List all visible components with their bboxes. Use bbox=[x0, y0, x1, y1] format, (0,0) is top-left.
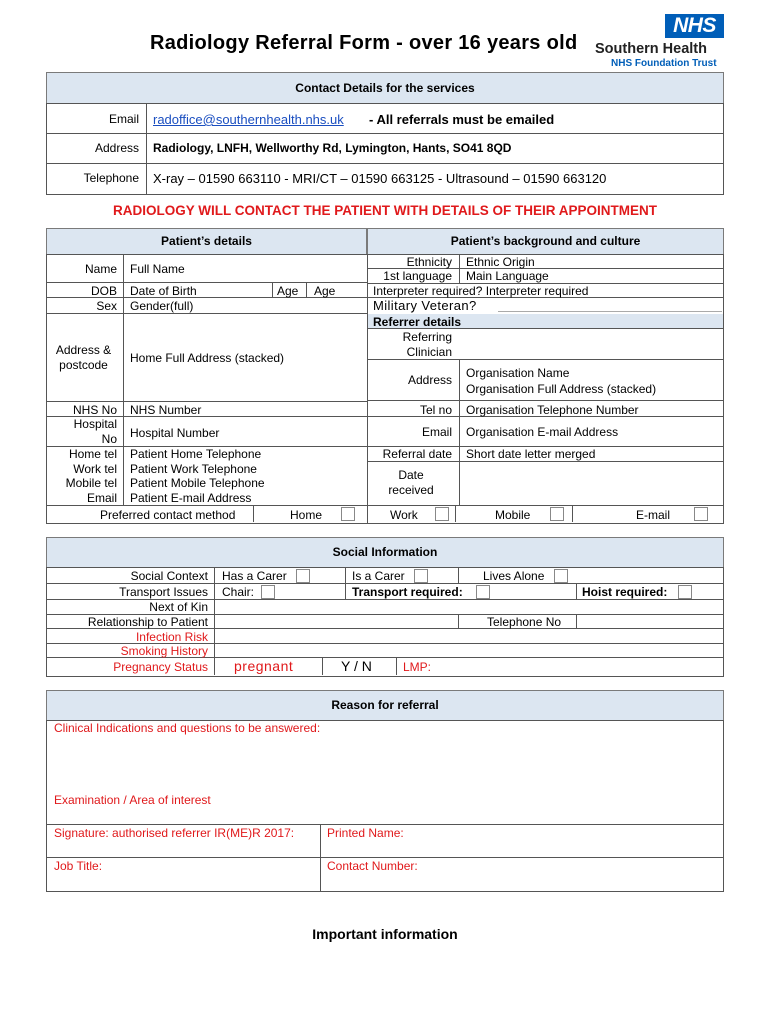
contact-number-label: Contact Number: bbox=[327, 859, 418, 873]
pref-work-checkbox[interactable] bbox=[435, 507, 449, 521]
contact-address-value: Radiology, LNFH, Wellworthy Rd, Lymington, Hants, SO41 8QD bbox=[153, 141, 512, 155]
divider bbox=[322, 657, 323, 675]
social-heading: Social Information bbox=[46, 537, 724, 568]
lives-alone-label: Lives Alone bbox=[483, 569, 545, 583]
divider bbox=[272, 282, 273, 297]
divider bbox=[253, 505, 254, 522]
divider bbox=[46, 163, 724, 164]
job-title-label: Job Title: bbox=[54, 859, 103, 873]
divider bbox=[367, 254, 368, 523]
hoist-required-checkbox[interactable] bbox=[678, 585, 692, 599]
chair-label: Chair: bbox=[222, 585, 255, 599]
pref-home-checkbox[interactable] bbox=[341, 507, 355, 521]
contact-heading: Contact Details for the services bbox=[46, 72, 724, 104]
home-tel-value: Patient Home Telephone bbox=[130, 447, 262, 461]
pregnant-value: pregnant bbox=[234, 658, 294, 674]
transport-required-label: Transport required: bbox=[352, 585, 463, 599]
ref-email-value: Organisation E-mail Address bbox=[466, 425, 619, 439]
tel-value: Organisation Telephone Number bbox=[466, 403, 639, 417]
divider bbox=[459, 359, 460, 505]
home-tel-label: Home tel bbox=[68, 447, 117, 461]
pregnant-yn: Y / N bbox=[341, 658, 372, 674]
preferred-contact-label: Preferred contact method bbox=[100, 508, 236, 522]
transport-required-checkbox[interactable] bbox=[476, 585, 490, 599]
date-received-label: Date received bbox=[388, 468, 434, 497]
hospital-number-value: Hospital Number bbox=[130, 426, 220, 440]
pregnancy-status-label: Pregnancy Status bbox=[113, 660, 208, 674]
pref-email-checkbox[interactable] bbox=[694, 507, 708, 521]
language-label: 1st language bbox=[383, 269, 452, 283]
is-carer-checkbox[interactable] bbox=[414, 569, 428, 583]
dob-label: DOB bbox=[90, 284, 117, 298]
contact-email-note: - All referrals must be emailed bbox=[369, 112, 555, 127]
patient-heading: Patient’s details bbox=[46, 228, 367, 255]
divider bbox=[46, 583, 724, 584]
ref-address-value: Organisation Name Organisation Full Address (stacked) bbox=[466, 366, 657, 396]
divider bbox=[576, 583, 577, 599]
clinical-indications-label: Clinical Indications and questions to be answered: bbox=[54, 721, 321, 735]
divider bbox=[458, 567, 459, 583]
referring-clinician-label: Referring Clinician bbox=[402, 330, 452, 359]
name-label: Name bbox=[84, 262, 117, 276]
relationship-label: Relationship to Patient bbox=[87, 615, 208, 629]
contact-telephone-label: Telephone bbox=[83, 171, 139, 185]
pref-mobile-checkbox[interactable] bbox=[550, 507, 564, 521]
lives-alone-checkbox[interactable] bbox=[554, 569, 568, 583]
divider bbox=[320, 824, 321, 891]
referral-date-value: Short date letter merged bbox=[466, 447, 596, 461]
contact-email-link[interactable]: radoffice@southernhealth.nhs.uk bbox=[153, 112, 344, 127]
work-tel-value: Patient Work Telephone bbox=[130, 462, 257, 476]
name-value: Full Name bbox=[130, 262, 185, 276]
divider bbox=[459, 254, 460, 283]
infection-risk-label: Infection Risk bbox=[135, 630, 208, 644]
divider bbox=[123, 254, 124, 505]
age-label: Age bbox=[277, 284, 299, 298]
has-carer-label: Has a Carer bbox=[222, 569, 287, 583]
important-information-heading: Important information bbox=[312, 926, 458, 942]
mobile-tel-label: Mobile tel bbox=[65, 476, 117, 490]
contact-telephone-value: X-ray – 01590 663110 - MRI/CT – 01590 663125 - Ultrasound – 01590 663120 bbox=[153, 171, 607, 186]
divider bbox=[46, 133, 724, 134]
divider bbox=[367, 400, 723, 401]
address-value: Home Full Address (stacked) bbox=[130, 351, 285, 365]
is-carer-label: Is a Carer bbox=[352, 569, 405, 583]
divider bbox=[458, 614, 459, 628]
org-subtitle: NHS Foundation Trust bbox=[611, 58, 717, 69]
printed-name-label: Printed Name: bbox=[327, 826, 404, 840]
mobile-tel-value: Patient Mobile Telephone bbox=[130, 476, 265, 490]
divider bbox=[46, 313, 368, 314]
veteran-label: Military Veteran? bbox=[373, 298, 477, 313]
social-context-label: Social Context bbox=[130, 569, 208, 583]
pref-email-label: E-mail bbox=[636, 508, 671, 522]
sex-label: Sex bbox=[96, 299, 117, 313]
org-name: Southern Health bbox=[595, 41, 707, 57]
divider bbox=[396, 657, 397, 675]
dob-value: Date of Birth bbox=[130, 284, 197, 298]
divider bbox=[46, 857, 724, 858]
divider bbox=[367, 461, 723, 462]
appointment-notice: RADIOLOGY WILL CONTACT THE PATIENT WITH DETAILS OF THEIR APPOINTMENT bbox=[113, 203, 657, 218]
smoking-history-label: Smoking History bbox=[120, 644, 208, 658]
divider bbox=[576, 614, 577, 628]
referral-heading: Reason for referral bbox=[46, 690, 724, 721]
work-tel-label: Work tel bbox=[73, 462, 117, 476]
ethnicity-label: Ethnicity bbox=[406, 255, 452, 269]
tel-label: Tel no bbox=[419, 403, 452, 417]
ref-email-label: Email bbox=[421, 425, 452, 439]
divider bbox=[146, 103, 147, 194]
referral-date-label: Referral date bbox=[382, 447, 452, 461]
divider bbox=[572, 505, 573, 522]
age-value: Age bbox=[314, 284, 336, 298]
nhs-number-label: NHS No bbox=[72, 403, 117, 417]
language-value: Main Language bbox=[466, 269, 549, 283]
veteran-line bbox=[498, 311, 722, 312]
nhs-logo: NHS bbox=[665, 14, 724, 38]
hoist-required-label: Hoist required: bbox=[582, 585, 668, 599]
divider bbox=[46, 282, 368, 283]
clinical-indications-field[interactable] bbox=[47, 736, 723, 788]
divider bbox=[46, 824, 724, 825]
referrer-heading: Referrer details bbox=[373, 315, 462, 329]
divider bbox=[455, 505, 456, 522]
divider bbox=[46, 401, 368, 402]
transport-issues-label: Transport Issues bbox=[119, 585, 208, 599]
address-label: Address & postcode bbox=[55, 343, 112, 372]
divider bbox=[214, 567, 215, 675]
chair-checkbox[interactable] bbox=[261, 585, 275, 599]
pref-home-label: Home bbox=[290, 508, 323, 522]
has-carer-checkbox[interactable] bbox=[296, 569, 310, 583]
signature-label: Signature: authorised referrer IR(ME)R 2017: bbox=[54, 826, 295, 840]
contact-email-label: Email bbox=[108, 112, 139, 126]
ref-address-label: Address bbox=[407, 373, 452, 387]
background-heading: Patient’s background and culture bbox=[367, 228, 724, 255]
pref-mobile-label: Mobile bbox=[495, 508, 531, 522]
divider bbox=[345, 567, 346, 599]
email-label: Email bbox=[86, 491, 117, 505]
email-value: Patient E-mail Address bbox=[130, 491, 252, 505]
ethnicity-value: Ethnic Origin bbox=[466, 255, 535, 269]
telephone-no-label: Telephone No bbox=[487, 615, 562, 629]
sex-value: Gender(full) bbox=[130, 299, 194, 313]
divider bbox=[306, 282, 307, 297]
lmp-label: LMP: bbox=[403, 660, 432, 674]
pref-work-label: Work bbox=[390, 508, 418, 522]
examination-label: Examination / Area of interest bbox=[54, 793, 211, 807]
page-title: Radiology Referral Form - over 16 years old bbox=[150, 32, 578, 54]
hospital-number-label: Hospital No bbox=[73, 417, 117, 446]
divider bbox=[46, 505, 724, 506]
interpreter-value: Interpreter required? Interpreter required bbox=[373, 284, 589, 298]
nhs-number-value: NHS Number bbox=[130, 403, 202, 417]
next-of-kin-label: Next of Kin bbox=[149, 600, 208, 614]
contact-address-label: Address bbox=[94, 141, 139, 155]
